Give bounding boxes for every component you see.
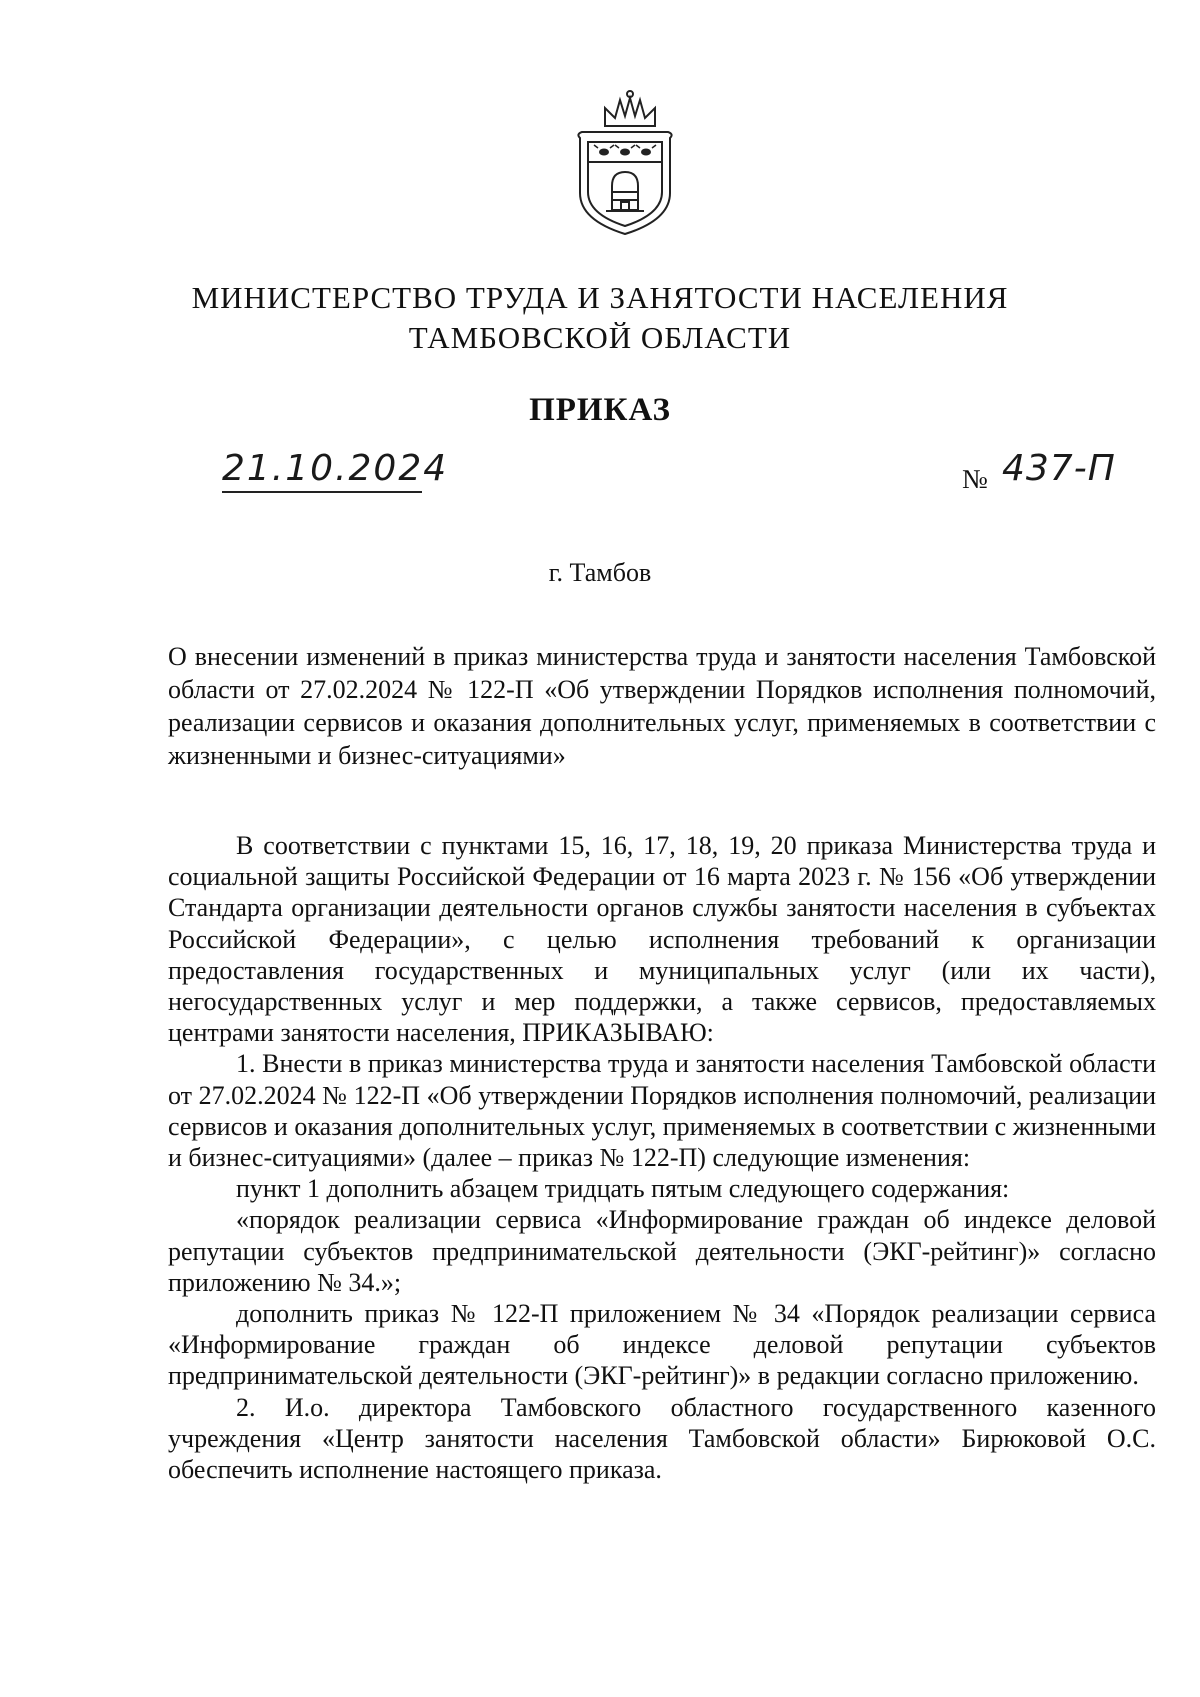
- coat-of-arms-emblem: [570, 88, 680, 238]
- city-label: г. Тамбов: [548, 558, 652, 587]
- order-body: [168, 830, 1156, 1485]
- body-paragraph-item-1-clause-b: дополнить приказ № 122-П приложением № 34 «Порядок реализации сервиса «Информирование граждан об индексе деловой репутации субъектов предпринимательской деятельности (ЭКГ-рейтинг)» в редакции согласно приложению.: [168, 1299, 1156, 1391]
- body-paragraph-item-2: 2. И.о. директора Тамбовского областного государственного казенного учреждения «Центр занятости населения Тамбовской области» Бирюковой О.С. обеспечить исполнение настоящего приказа.: [168, 1392, 1156, 1485]
- handwritten-order-number: 437-П: [1002, 448, 1116, 489]
- document-type-title: ПРИКАЗ: [529, 392, 671, 428]
- body-paragraph-item-1-clause-a: пункт 1 дополнить абзацем тридцать пятым следующего содержания:: [236, 1174, 1010, 1204]
- body-paragraph-preamble: В соответствии с пунктами 15, 16, 17, 18, 19, 20 приказа Министерства труда и социальной защиты Российской Федерации от 16 марта 2023 г. № 156 «Об утверждении Стандарта организации деятельности органов службы занятости населения в субъектах Российской Федерации», с целью исполнения требований к организации предоставления государственных и муниципальных услуг (или их части), негосударственных услуг и мер поддержки, а также сервисов, предоставляемых центрами занятости населения, ПРИКАЗЫВАЮ:: [168, 831, 1156, 1048]
- ministry-name-line1: МИНИСТЕРСТВО ТРУДА И ЗАНЯТОСТИ НАСЕЛЕНИЯ: [191, 280, 1009, 315]
- body-paragraph-item-1: 1. Внести в приказ министерства труда и занятости населения Тамбовской области от 27.02.2024 № 122-П «Об утверждении Порядков исполнения полномочий, реализации сервисов и оказания дополнительных услуг, применяемых в соответствии с жизненными и бизнес-ситуациями» (далее – приказ № 122-П) следующие изменения:: [168, 1049, 1156, 1173]
- body-paragraph-item-1-quote: «порядок реализации сервиса «Информирование граждан об индексе деловой репутации субъектов предпринимательской деятельности (ЭКГ-рейтинг)» согласно приложению № 34.»;: [168, 1205, 1156, 1297]
- ministry-name-line2: ТАМБОВСКОЙ ОБЛАСТИ: [408, 320, 792, 355]
- number-sign: №: [962, 464, 988, 494]
- handwritten-date: 21.10.2024: [222, 448, 422, 493]
- order-subject: О внесении изменений в приказ министерства труда и занятости населения Тамбовской области от 27.02.2024 № 122-П «Об утверждении Порядков исполнения полномочий, реализации сервисов и оказания дополнительных услуг, применяемых в соответствии с жизненными и бизнес-ситуациями»: [168, 642, 1156, 770]
